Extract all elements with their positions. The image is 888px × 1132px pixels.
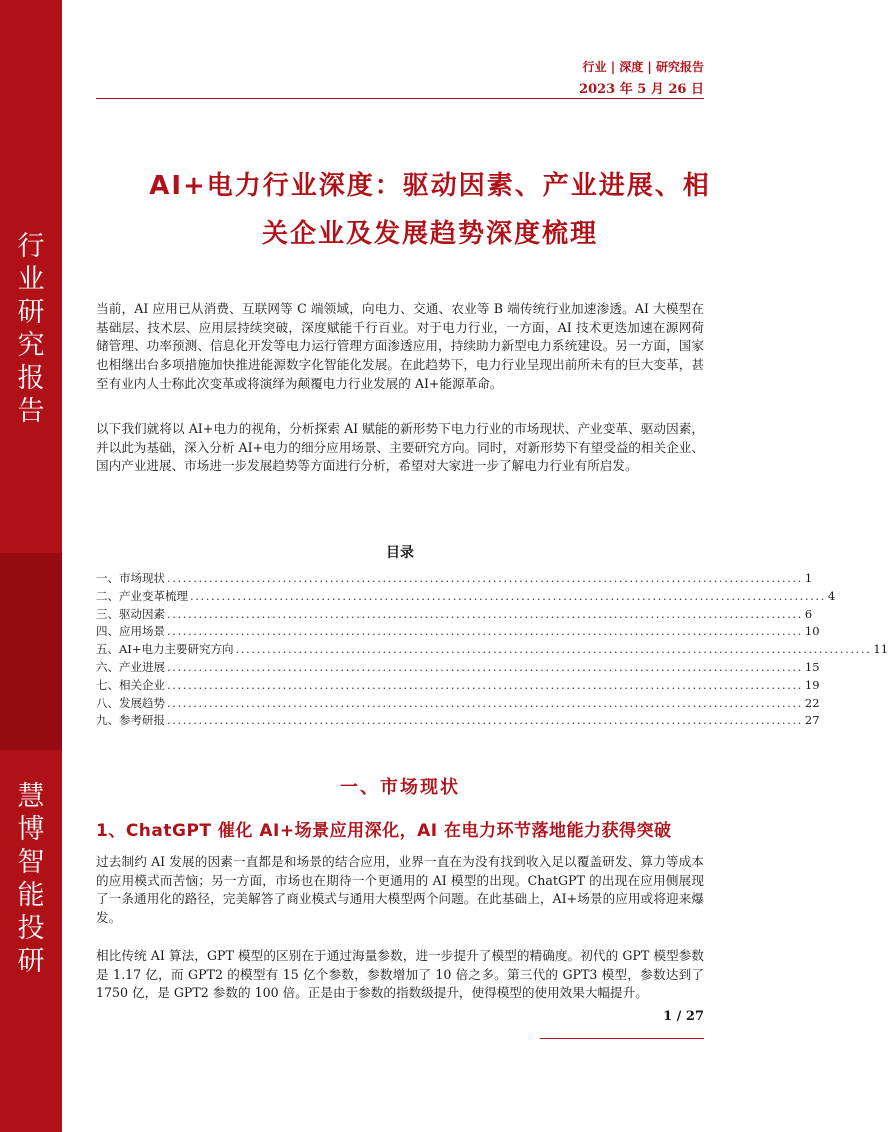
toc-item-label: 二、产业变革梳理 bbox=[96, 588, 188, 603]
sidebar-char: 告 bbox=[17, 396, 45, 427]
sidebar-brand-label bbox=[0, 780, 62, 978]
toc-item-label: 六、产业进展 bbox=[96, 659, 165, 674]
page-number: 1 / 27 bbox=[663, 1009, 704, 1024]
report-title-line-2: 关企业及发展趋势深度梳理 bbox=[261, 219, 598, 249]
toc-item-label: 七、相关企业 bbox=[96, 677, 165, 692]
toc-item[interactable] bbox=[96, 695, 820, 713]
toc-item-page: 22 bbox=[804, 695, 820, 710]
toc-leader-dots: ......................................................................................................................... bbox=[167, 677, 803, 692]
toc-item-label: 八、发展趋势 bbox=[96, 695, 165, 710]
toc-item[interactable] bbox=[96, 623, 820, 641]
toc-leader-dots: ......................................................................................................................... bbox=[167, 624, 803, 639]
report-title bbox=[80, 162, 780, 258]
intro-paragraph-1: 当前，AI 应用已从消费、互联网等 C 端领域，向电力、交通、农业等 B 端传统行业加速渗透。AI 大模型在基础层、技术层、应用层持续突破，深度赋能千行百业。对于电力行业，一方面，AI 技术更迭加速在源网荷储管理、功率预测、信息化开发等电力运行管理方面渗透应用，持续助力新型电力系统建设。另一方面，国家也相继出台多项措施加快推进能源数字化智能化发展。在此趋势下，电力行业呈现出前所未有的巨大变革，甚至有业内人士称此次变革或将演绎为颠覆电力行业发展的 AI+能源革命。 bbox=[96, 301, 704, 391]
toc-item-page: 15 bbox=[804, 659, 820, 674]
toc-item-page: 6 bbox=[804, 606, 813, 621]
toc-leader-dots: ......................................................................................................................... bbox=[167, 571, 803, 585]
toc-item-page: 10 bbox=[804, 624, 820, 639]
sidebar-char: 究 bbox=[17, 330, 45, 361]
sidebar-band bbox=[0, 553, 62, 750]
toc-leader-dots: ......................................................................................................................... bbox=[167, 659, 803, 674]
sidebar-char: 慧 bbox=[17, 781, 45, 812]
toc-item[interactable] bbox=[96, 606, 813, 624]
toc-item[interactable] bbox=[96, 659, 820, 677]
header-divider bbox=[96, 98, 704, 99]
toc-leader-dots: ......................................................................................................................... bbox=[190, 588, 826, 603]
toc-heading: 目录 bbox=[386, 545, 414, 561]
sidebar-char: 博 bbox=[17, 814, 45, 845]
toc-item[interactable] bbox=[96, 677, 820, 695]
section-heading: 一、市场现状 bbox=[340, 777, 460, 798]
sidebar-report-type-label bbox=[0, 230, 62, 428]
toc-item-label: 九、参考研报 bbox=[96, 713, 165, 728]
body-paragraph-1: 过去制约 AI 发展的因素一直都是和场景的结合应用，业界一直在为没有找到收入足以覆盖研发、算力等成本的应用模式而苦恼；另一方面，市场也在期待一个更通用的 AI 模型的出现。ChatGPT 的出现在应用侧展现了一条通用化的路径，完美解答了商业模式与通用大模型两个问题。在此基础上，AI+场景的应用或将迎来爆发。 bbox=[96, 854, 704, 926]
table-of-contents bbox=[96, 570, 888, 730]
sidebar-char: 业 bbox=[17, 264, 45, 295]
toc-item[interactable] bbox=[96, 588, 836, 606]
toc-item-label: 三、驱动因素 bbox=[96, 606, 165, 621]
sidebar bbox=[0, 0, 62, 1132]
toc-leader-dots: ......................................................................................................................... bbox=[167, 713, 803, 728]
toc-item-label: 一、市场现状 bbox=[96, 571, 165, 585]
toc-item-label: 五、AI+电力主要研究方向 bbox=[96, 642, 234, 657]
sidebar-char: 能 bbox=[17, 880, 45, 911]
sidebar-char: 研 bbox=[17, 297, 45, 328]
toc-item[interactable] bbox=[96, 641, 888, 659]
report-category-tags: 行业 | 深度 | 研究报告 bbox=[582, 60, 704, 74]
sidebar-char: 投 bbox=[17, 913, 45, 944]
toc-item[interactable] bbox=[96, 570, 813, 588]
toc-item-label: 四、应用场景 bbox=[96, 624, 165, 639]
sidebar-char: 智 bbox=[17, 847, 45, 878]
toc-item-page: 27 bbox=[804, 713, 820, 728]
toc-leader-dots: ......................................................................................................................... bbox=[235, 642, 872, 657]
toc-item-page: 19 bbox=[804, 677, 820, 692]
sidebar-char: 研 bbox=[17, 946, 45, 977]
body-paragraph-2: 相比传统 AI 算法，GPT 模型的区别在于通过海量参数，进一步提升了模型的精确度。初代的 GPT 模型参数是 1.17 亿，而 GPT2 的模型有 15 亿个参数，参数增加了 10 倍之多。第三代的 GPT3 模型，参数达到了 1750 亿，是 GPT2 参数的 100 倍。正是由于参数的指数级提升，使得模型的使用效果大幅提升。 bbox=[96, 948, 704, 1001]
report-date: 2023 年 5 月 26 日 bbox=[579, 82, 704, 97]
report-title-line-1: AI+电力行业深度：驱动因素、产业进展、相 bbox=[149, 171, 711, 201]
footer-divider bbox=[540, 1038, 704, 1039]
toc-leader-dots: ......................................................................................................................... bbox=[167, 695, 803, 710]
subsection-heading: 1、ChatGPT 催化 AI+场景应用深化，AI 在电力环节落地能力获得突破 bbox=[96, 821, 672, 841]
toc-item-page: 11 bbox=[873, 642, 888, 657]
sidebar-char: 行 bbox=[17, 231, 45, 262]
toc-item-page: 4 bbox=[827, 588, 836, 603]
toc-leader-dots: ......................................................................................................................... bbox=[167, 606, 803, 621]
toc-item-page: 1 bbox=[804, 571, 813, 585]
toc-item[interactable] bbox=[96, 712, 820, 730]
intro-paragraph-2: 以下我们就将以 AI+电力的视角，分析探索 AI 赋能的新形势下电力行业的市场现状、产业变革、驱动因素，并以此为基础，深入分析 AI+电力的细分应用场景、主要研究方向。同时，对新形势下有望受益的相关企业、国内产业进展、市场进一步发展趋势等方面进行分析，希望对大家进一步了解电力行业有所启发。 bbox=[96, 421, 704, 474]
sidebar-char: 报 bbox=[17, 363, 45, 394]
